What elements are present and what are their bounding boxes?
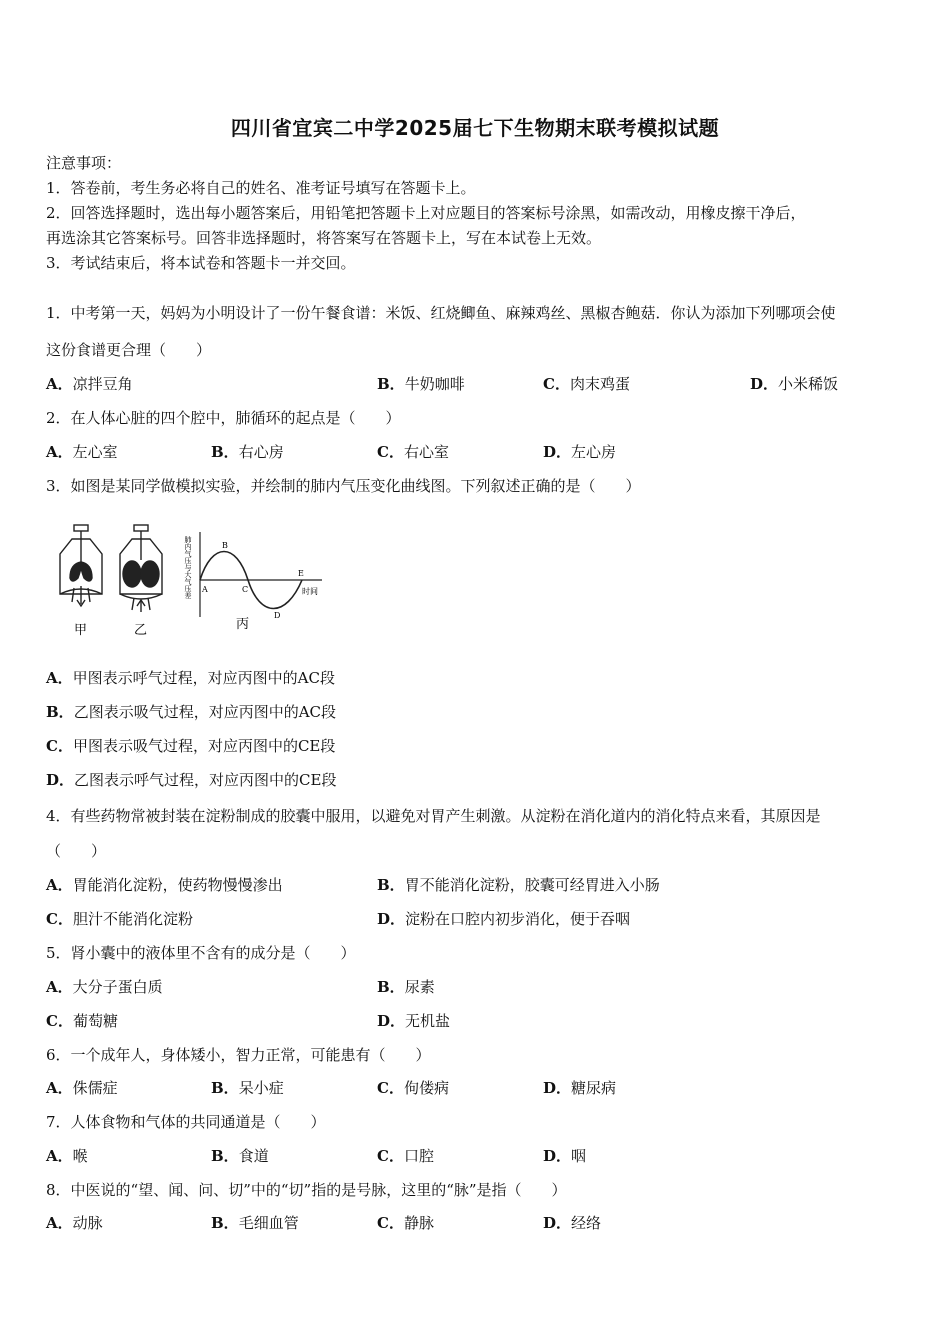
option-letter: D． [377,1012,406,1030]
option-text: 右心室 [403,443,449,461]
option-text: 胃不能消化淀粉，胶囊可经胃进入小肠 [404,876,660,894]
option-letter: C． [46,1012,73,1030]
option-letter: C． [46,910,73,928]
notice-item-2: 2．回答选择题时，选出每小题答案后，用铅笔把答题卡上对应题目的答案标号涂黑，如需改动，用橡皮擦干净后， [46,204,806,222]
option-letter: B． [211,1214,239,1232]
figure-label-jia: 甲 [74,623,88,638]
option-letter: A． [46,375,73,393]
option-letter: A． [46,876,73,894]
question-2-option-c[interactable] [377,441,449,462]
question-3-option-b[interactable] [46,701,336,722]
question-3-option-a[interactable] [46,667,335,688]
question-2-option-a[interactable] [46,441,118,462]
point-d-label: D [274,611,281,620]
option-text: 肉末鸡蛋 [569,375,630,393]
question-6-option-c[interactable] [377,1077,449,1098]
option-letter: C． [377,1147,404,1165]
bell-jar-yi [120,525,162,612]
option-text: 无机盐 [405,1012,451,1030]
option-text: 胃能消化淀粉，使药物慢慢渗出 [72,876,283,894]
question-1-option-b[interactable] [377,373,465,394]
notice-heading: 注意事项： [46,154,122,172]
option-letter: B． [211,443,239,461]
option-letter: C． [377,443,404,461]
question-6-option-b[interactable] [211,1077,284,1098]
option-letter: D． [377,910,406,928]
figure-label-yi: 乙 [134,623,148,638]
question-3-option-d[interactable] [46,769,336,790]
question-7-option-d[interactable] [543,1145,586,1166]
question-7-option-a[interactable] [46,1145,88,1166]
option-text: 侏儒症 [72,1079,118,1097]
question-2-option-d[interactable] [543,441,616,462]
question-1-stem: 1．中考第一天，妈妈为小明设计了一份午餐食谱：米饭、红烧鲫鱼、麻辣鸡丝、黑椒杏鲍菇．你认为添加下列哪项会使 [46,304,836,322]
question-5-option-b[interactable] [377,976,435,997]
question-4-stem: 4．有些药物常被封装在淀粉制成的胶囊中服用，以避免对胃产生刺激。从淀粉在消化道内的消化特点来看，其原因是 [46,807,821,825]
option-text: 左心房 [571,443,617,461]
question-1-stem-cont: 这份食谱更合理（ ） [46,341,212,359]
question-3-stem: 3．如图是某同学做模拟实验，并绘制的肺内气压变化曲线图。下列叙述正确的是（ ） [46,477,641,495]
option-text: 动脉 [72,1214,103,1232]
y-axis-label: 肺内气压与大气压差 [184,536,192,599]
option-text: 食道 [238,1147,269,1165]
option-text: 大分子蛋白质 [72,978,163,996]
point-b-label: B [222,541,228,550]
question-4-stem-cont: （ ） [46,842,107,860]
option-text: 甲图表示呼气过程，对应丙图中的AC段 [72,669,335,687]
option-text: 喉 [72,1147,88,1165]
option-letter: C． [543,375,570,393]
question-4-option-c[interactable] [46,908,193,929]
option-letter: D． [543,443,572,461]
option-letter: B． [211,1079,239,1097]
option-letter: D． [543,1214,572,1232]
page-title: 四川省宜宾二中学2025届七下生物期末联考模拟试题 [230,116,720,140]
notice-item-2-cont: 再选涂其它答案标号。回答非选择题时，将答案写在答题卡上，写在本试卷上无效。 [46,229,602,247]
option-letter: C． [46,737,73,755]
option-text: 静脉 [403,1214,434,1232]
question-8-option-d[interactable] [543,1212,601,1233]
option-text: 凉拌豆角 [72,375,133,393]
option-text: 口腔 [403,1147,434,1165]
question-7-stem: 7．人体食物和气体的共同通道是（ ） [46,1113,326,1131]
pressure-curve-bing [184,532,322,620]
option-letter: A． [46,443,73,461]
notice-item-1: 1．答卷前，考生务必将自己的姓名、准考证号填写在答题卡上。 [46,179,476,197]
option-text: 咽 [571,1147,587,1165]
question-6-stem: 6．一个成年人，身体矮小，智力正常，可能患有（ ） [46,1046,431,1064]
question-7-option-b[interactable] [211,1145,269,1166]
option-letter: B． [377,375,405,393]
option-text: 呆小症 [238,1079,284,1097]
question-4-option-a[interactable] [46,874,283,895]
option-letter: C． [377,1079,404,1097]
option-text: 淀粉在口腔内初步消化，便于吞咽 [405,910,631,928]
option-letter: B． [211,1147,239,1165]
question-2-option-b[interactable] [211,441,284,462]
option-text: 甲图表示吸气过程，对应丙图中的CE段 [72,737,336,755]
option-letter: B． [377,978,405,996]
notice-item-3: 3．考试结束后，将本试卷和答题卡一并交回。 [46,254,356,272]
option-text: 乙图表示吸气过程，对应丙图中的AC段 [73,703,336,721]
bell-jar-jia [60,525,102,606]
option-letter: B． [377,876,405,894]
option-text: 小米稀饭 [778,375,839,393]
option-text: 毛细血管 [238,1214,299,1232]
option-letter: A． [46,978,73,996]
option-letter: D． [543,1147,572,1165]
option-text: 佝偻病 [403,1079,449,1097]
option-text: 葡萄糖 [72,1012,118,1030]
question-7-option-c[interactable] [377,1145,434,1166]
option-letter: A． [46,1147,73,1165]
option-letter: D． [750,375,779,393]
question-4-option-b[interactable] [377,874,660,895]
option-text: 乙图表示呼气过程，对应丙图中的CE段 [74,771,337,789]
figure-label-bing: 丙 [236,617,250,632]
option-letter: A． [46,1079,73,1097]
question-8-option-b[interactable] [211,1212,299,1233]
question-3-option-c[interactable] [46,735,335,756]
option-text: 牛奶咖啡 [404,375,465,393]
question-6-option-d[interactable] [543,1077,616,1098]
question-5-option-c[interactable] [46,1010,118,1031]
option-letter: B． [46,703,74,721]
lung-pressure-figure [50,522,340,642]
question-5-stem: 5．肾小囊中的液体里不含有的成分是（ ） [46,944,356,962]
question-8-option-a[interactable] [46,1212,103,1233]
question-1-option-d[interactable] [750,373,838,394]
option-letter: D． [543,1079,572,1097]
question-8-stem: 8．中医说的“望、闻、问、切”中的“切”指的是号脉，这里的“脉”是指（ ） [46,1181,567,1199]
option-text: 左心室 [72,443,118,461]
question-1-option-a[interactable] [46,373,133,394]
option-text: 糖尿病 [571,1079,617,1097]
point-c-label: C [242,585,249,594]
option-letter: D． [46,771,75,789]
point-e-label: E [298,569,304,578]
option-text: 尿素 [404,978,435,996]
option-text: 经络 [571,1214,602,1232]
option-text: 胆汁不能消化淀粉 [72,910,193,928]
question-1-option-c[interactable] [543,373,630,394]
question-6-option-a[interactable] [46,1077,118,1098]
question-4-option-d[interactable] [377,908,630,929]
question-2-stem: 2．在人体心脏的四个腔中，肺循环的起点是（ ） [46,409,401,427]
option-letter: A． [46,669,73,687]
point-a-label: A [202,585,208,594]
question-8-option-c[interactable] [377,1212,434,1233]
question-5-option-d[interactable] [377,1010,450,1031]
option-letter: C． [377,1214,404,1232]
question-5-option-a[interactable] [46,976,163,997]
option-letter: A． [46,1214,73,1232]
x-axis-label: 时间 [302,587,318,596]
option-text: 右心房 [238,443,284,461]
